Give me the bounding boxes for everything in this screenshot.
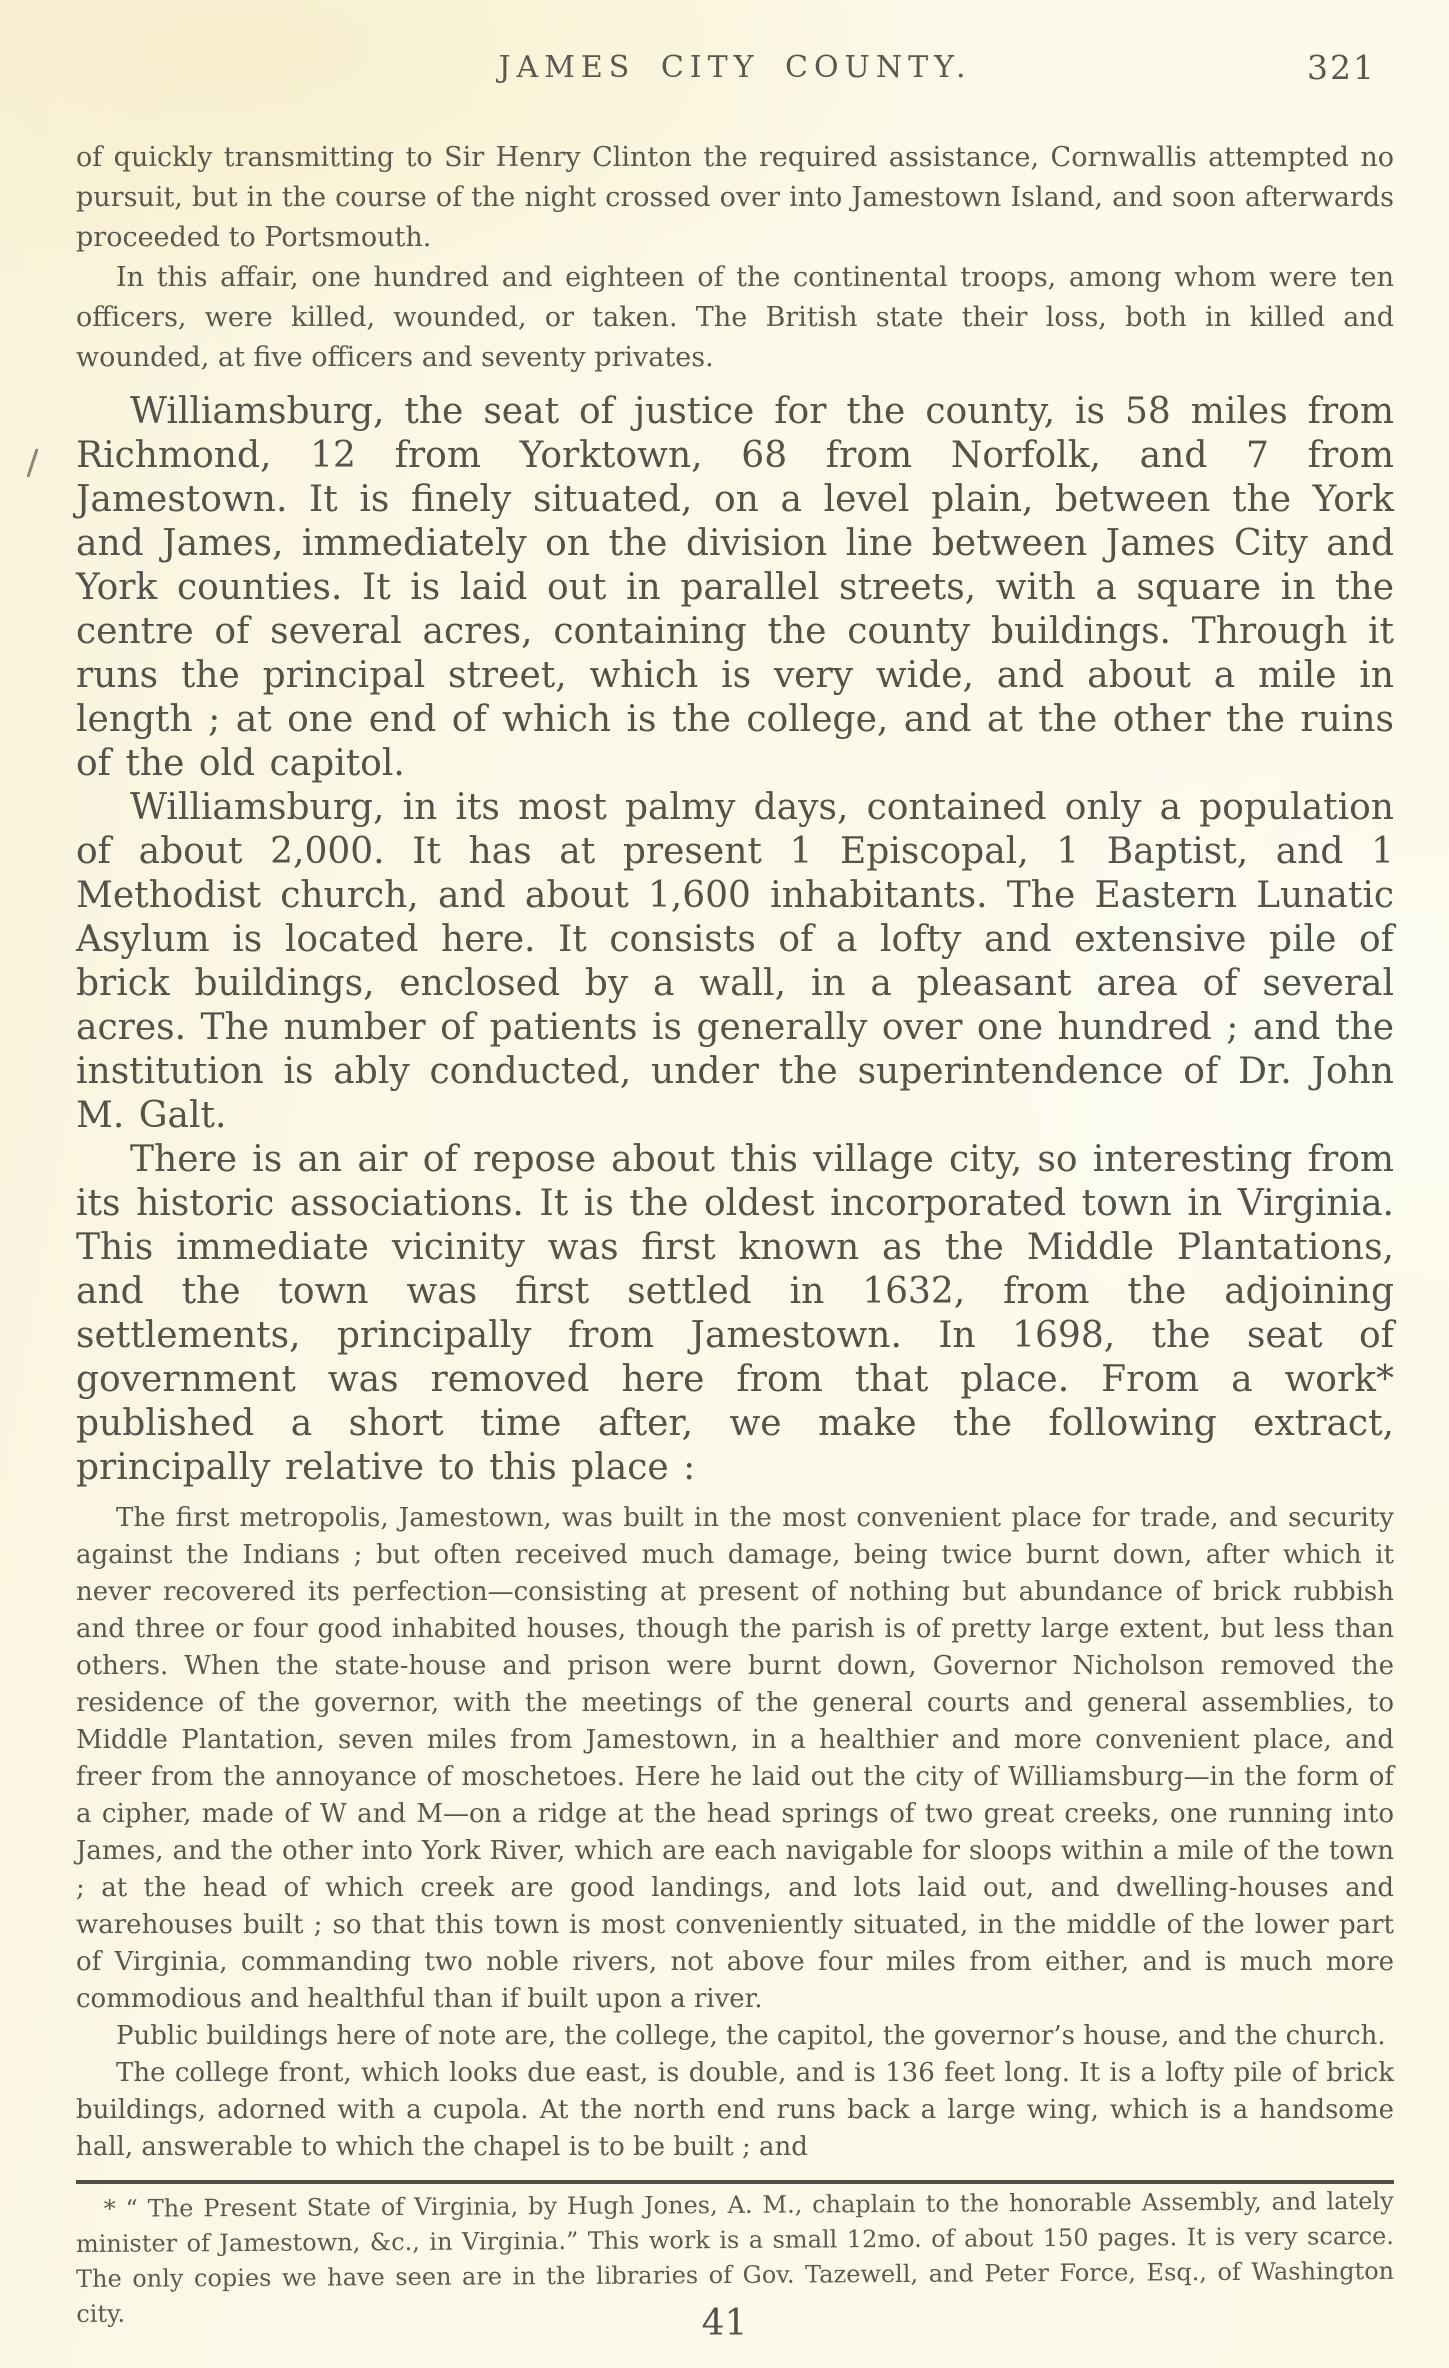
page-number-top: 321	[1307, 48, 1376, 87]
paragraph-public-buildings: Public buildings here of note are, the college, the capitol, the governor’s house, and the church.	[116, 2021, 1386, 2051]
paragraph-continuation: of quickly transmitting to Sir Henry Clinton the required assistance, Cornwallis attempted no pursuit, but in the course of the night crossed over into Jamestown Island, and soon afterwards proceeded to Portsmouth.	[76, 142, 1394, 253]
footnote: * “ The Present State of Virginia, by Hugh Jones, A. M., chaplain to the honorable Assembly, and lately minister of Jamestown, &c., in Virginia.” This work is a small 12mo. of about 150 pages. It is very scarce. The only copies we have seen are in the libraries of Gov. Tazewell, and Peter Force, Esq., of Washington city.	[75, 2186, 1395, 2328]
text-block	[76, 50, 1394, 2332]
page-number-bottom: 41	[701, 2303, 748, 2344]
paragraph-extract-metropolis: The first metropolis, Jamestown, was built in the most convenient place for trade, and security against the Indians ; but often received much damage, being twice burnt down, after which it never recovered its perfection—consisting at present of nothing but abundance of brick rubbish and three or four good inhabited houses, though the parish is of pretty large extent, but less than others. When the state-house and prison were burnt down, Governor Nicholson removed the residence of the governor, with the meetings of the general courts and general assemblies, to Middle Plantation, seven miles from Jamestown, in a healthier and more convenient place, and freer from the annoyance of moschetoes. Here he laid out the city of Williamsburg—in the form of a cipher, made of W and M—on a ridge at the head springs of two great creeks, one running into James, and the other into York River, which are each navigable for sloops within a mile of the town ; at the head of which creek are good landings, and lots laid out, and dwelling-houses and warehouses built ; so that this town is most conveniently situated, in the middle of the lower part of Virginia, commanding two noble rivers, not above four miles from either, and is much more commodious and healthful than if built upon a river.	[76, 1503, 1394, 2014]
paragraph-affair: In this affair, one hundred and eighteen of the continental troops, among whom were ten officers, were killed, wounded, or taken. The British state their loss, both in killed and wounded, at five officers and seventy privates.	[76, 262, 1394, 373]
running-title: JAMES CITY COUNTY.	[498, 50, 972, 85]
paragraph-williamsburg-palmy: Williamsburg, in its most palmy days, contained only a population of about 2,000. It has at present 1 Episcopal, 1 Baptist, and 1 Methodist church, and about 1,600 inhabitants. The Eastern Lunatic Asylum is located here. It consists of a lofty and extensive pile of brick buildings, enclosed by a wall, in a pleasant area of several acres. The number of patients is generally over one hundred ; and the institution is ably conducted, under the superintendence of Dr. John M. Galt.	[76, 787, 1394, 1136]
running-head	[76, 50, 1394, 92]
paragraph-williamsburg-seat: Williamsburg, the seat of justice for the county, is 58 miles from Richmond, 12 from Yorktown, 68 from Norfolk, and 7 from Jamestown. It is finely situated, on a level plain, between the York and James, immediately on the division line between James City and York counties. It is laid out in parallel streets, with a square in the centre of several acres, containing the county buildings. Through it runs the principal street, which is very wide, and about a mile in length ; at one end of which is the college, and at the other the ruins of the old capitol.	[76, 391, 1394, 784]
stray-mark	[26, 448, 38, 477]
paragraph-college-front: The college front, which looks due east, is double, and is 136 feet long. It is a lofty pile of brick buildings, adorned with a cupola. At the north end runs back a large wing, which is a handsome hall, answerable to which the chapel is to be built ; and	[76, 2058, 1394, 2162]
footnote-rule	[76, 2180, 1394, 2184]
paragraph-air-of-repose: There is an air of repose about this village city, so interesting from its historic associations. It is the oldest incorporated town in Virginia. This immediate vicinity was first known as the Middle Plantations, and the town was first settled in 1632, from the adjoining settlements, principally from Jamestown. In 1698, the seat of government was removed here from that place. From a work* published a short time after, we make the following extract, principally relative to this place :	[76, 1139, 1394, 1488]
